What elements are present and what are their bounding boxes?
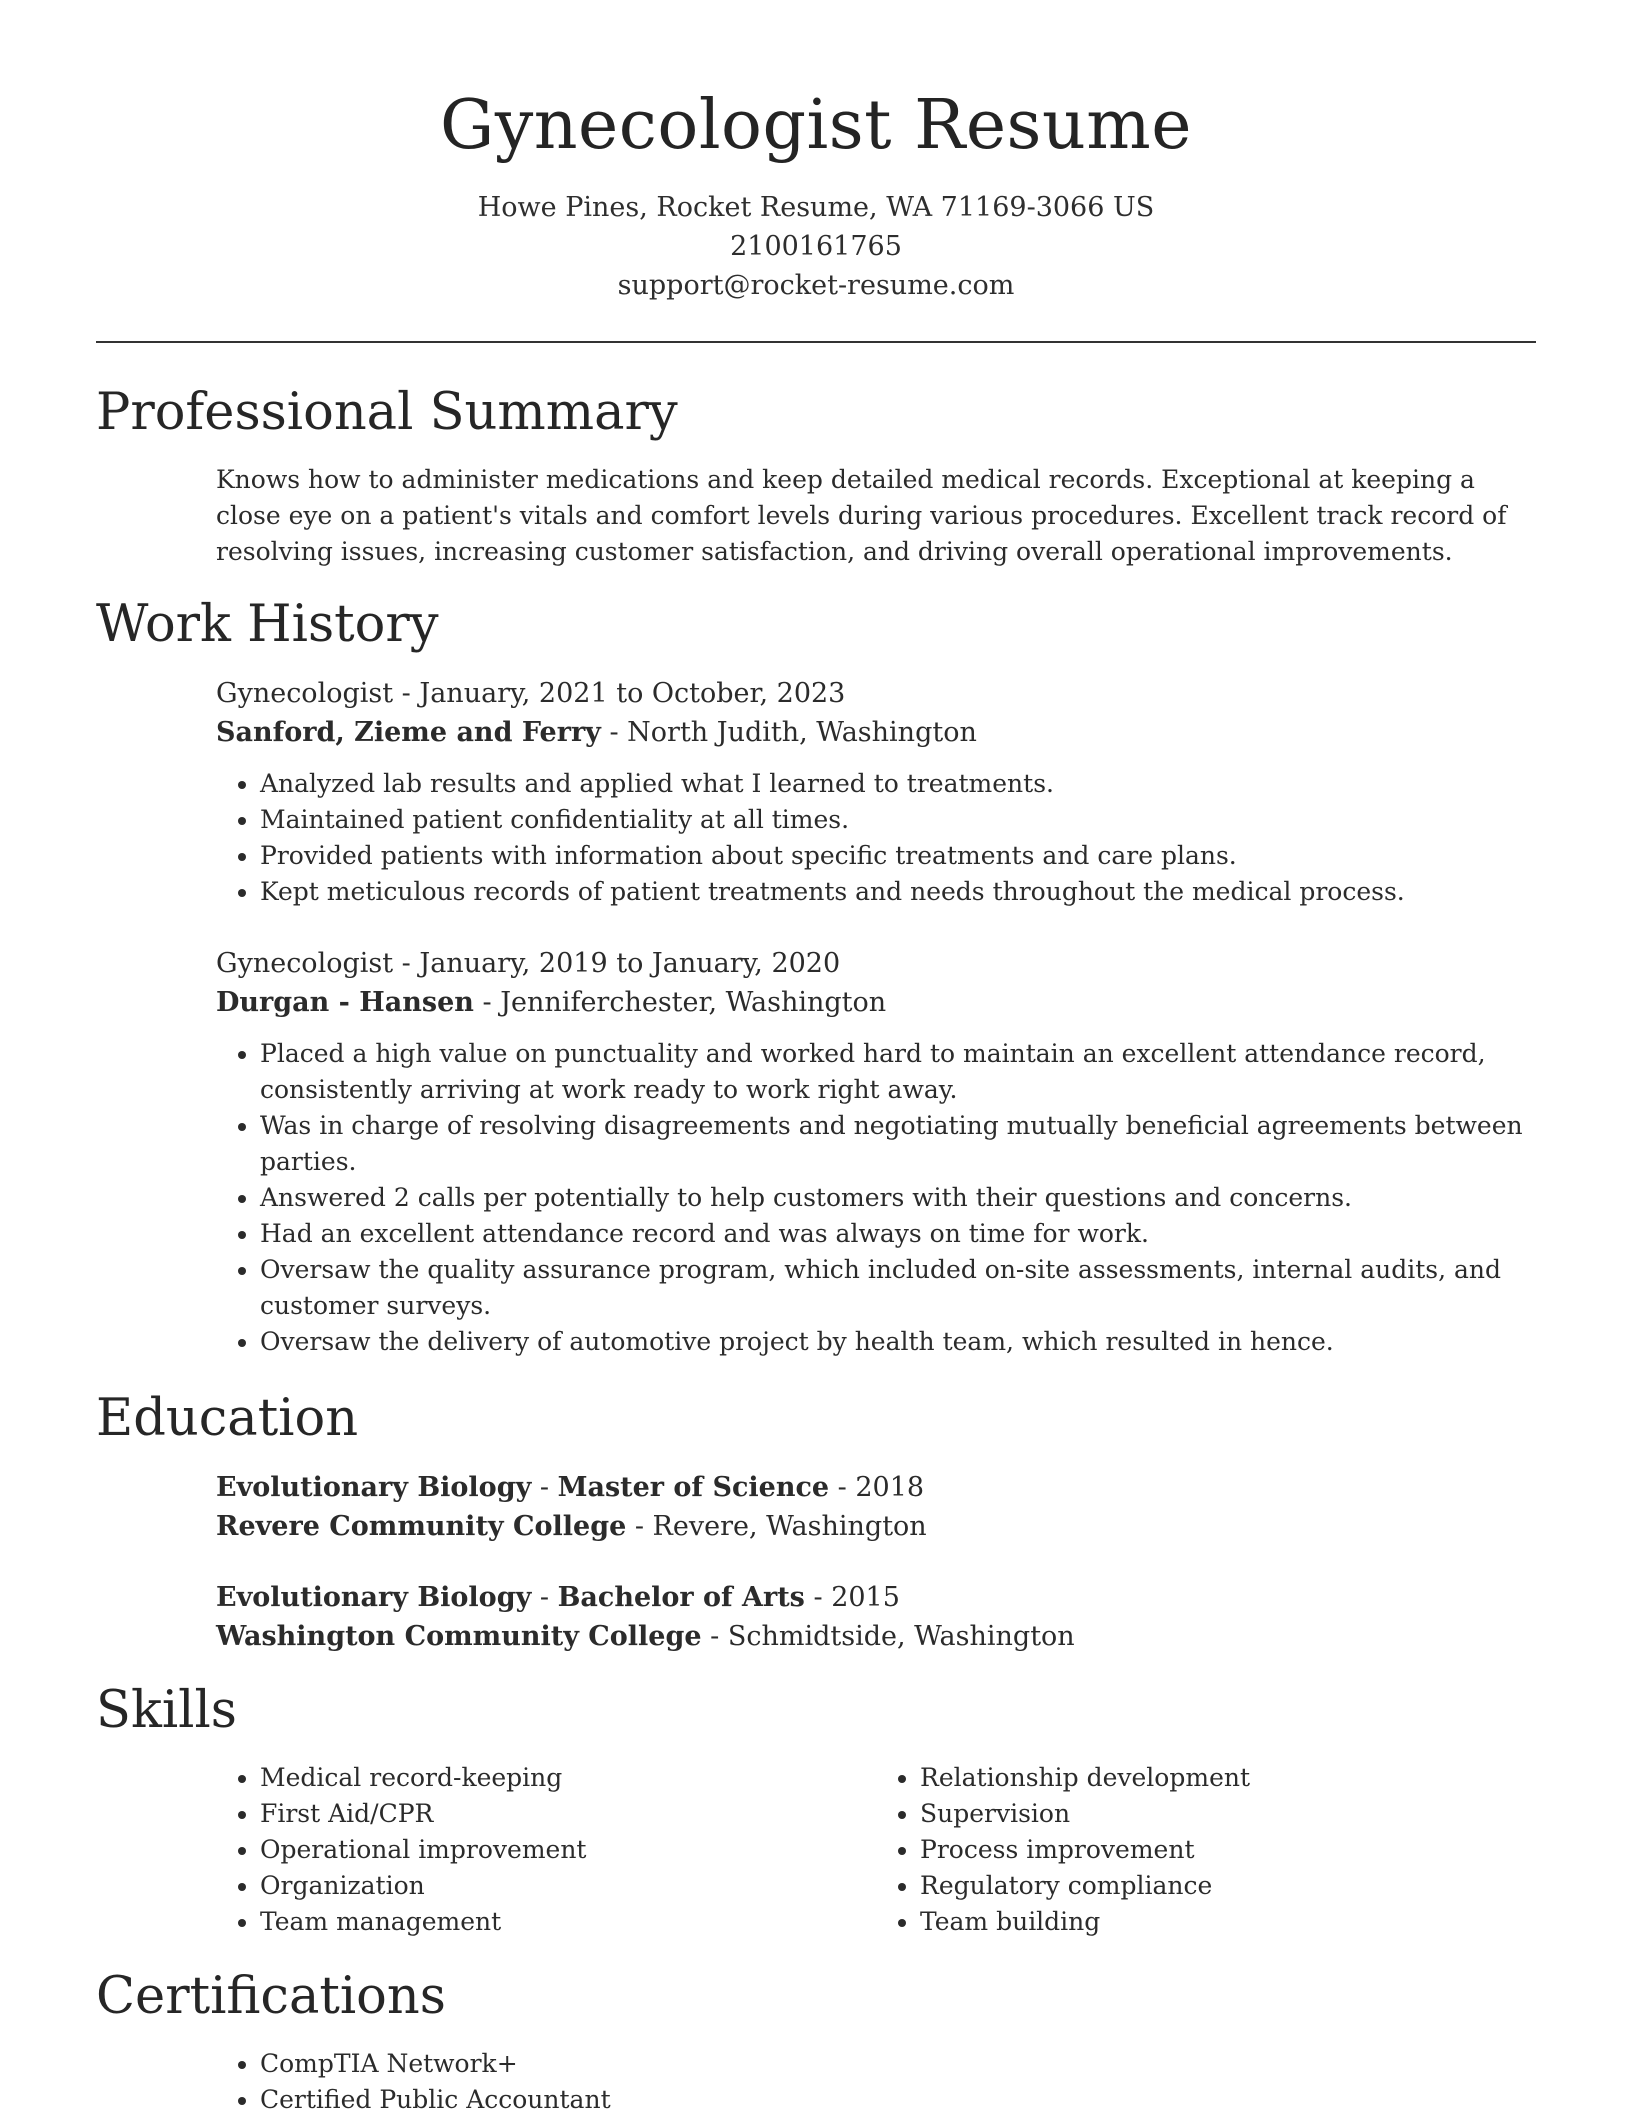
- section-title-certifications: Certifications: [96, 1967, 446, 2026]
- skill-item: • Regulatory compliance: [920, 1868, 1536, 1904]
- skills-list: [216, 1760, 1536, 1940]
- skill-item: • Team management: [260, 1904, 876, 1940]
- education-year: 2015: [831, 1582, 900, 1613]
- education-entry: [216, 1468, 1536, 1546]
- job-bullet: • Provided patients with information about specific treatments and care plans.: [260, 838, 1536, 874]
- job-bullet: • Answered 2 calls per potentially to help customers with their questions and concerns.: [260, 1180, 1536, 1216]
- job-bullet: • Oversaw the quality assurance program, which included on-site assessments, internal audits, and customer surveys.: [260, 1252, 1536, 1324]
- job-entry: [216, 674, 1536, 910]
- education-field: Evolutionary Biology: [216, 1472, 532, 1503]
- skill-item: • Organization: [260, 1868, 876, 1904]
- skill-item: • Team building: [920, 1904, 1536, 1940]
- section-title-summary: Professional Summary: [96, 383, 678, 442]
- education-school-line: Revere Community College - Revere, Washington: [216, 1511, 927, 1542]
- skill-item: • Supervision: [920, 1796, 1536, 1832]
- contact-phone: 2100161765: [730, 231, 902, 262]
- education-school: Washington Community College: [216, 1621, 702, 1652]
- job-bullets: [216, 766, 1536, 910]
- education-degree: Bachelor of Arts: [557, 1582, 805, 1613]
- education-location: Schmidtside, Washington: [727, 1621, 1075, 1652]
- education-degree: Master of Science: [557, 1472, 830, 1503]
- skill-item: • First Aid/CPR: [260, 1796, 876, 1832]
- certifications-bullets: [216, 2046, 1536, 2118]
- skills-column-right: [876, 1760, 1536, 1940]
- certification-item: • Certified Public Accountant: [260, 2082, 1536, 2118]
- education-school-line: Washington Community College - Schmidtside, Washington: [216, 1621, 1075, 1652]
- job-role: Gynecologist: [216, 948, 394, 979]
- section-title-work-history: Work History: [96, 595, 439, 654]
- job-title-line: Gynecologist - January, 2021 to October, 2023: [216, 678, 846, 709]
- certification-item: • CompTIA Network+: [260, 2046, 1536, 2082]
- education-entry: [216, 1578, 1536, 1656]
- job-title-line: Gynecologist - January, 2019 to January, 2020: [216, 948, 841, 979]
- education-field: Evolutionary Biology: [216, 1582, 532, 1613]
- job-dates: January, 2021 to October, 2023: [419, 678, 846, 709]
- section-title-education: Education: [96, 1389, 359, 1448]
- skill-item: • Relationship development: [920, 1760, 1536, 1796]
- job-bullets: [216, 1036, 1536, 1360]
- job-company: Sanford, Zieme and Ferry: [216, 717, 601, 748]
- education-year: 2018: [855, 1472, 925, 1503]
- job-entry: [216, 944, 1536, 1360]
- job-company-line: Durgan - Hansen - Jenniferchester, Washington: [216, 987, 887, 1018]
- education-degree-line: Evolutionary Biology - Bachelor of Arts - 2015: [216, 1582, 900, 1613]
- certifications-list: [216, 2046, 1536, 2118]
- job-bullet: • Kept meticulous records of patient treatments and needs throughout the medical process.: [260, 874, 1536, 910]
- section-title-skills: Skills: [96, 1681, 237, 1740]
- contact-address: Howe Pines, Rocket Resume, WA 71169-3066 US: [477, 192, 1155, 223]
- summary-text: Knows how to administer medications and keep detailed medical records. Exceptional at keeping a close eye on a patient's vitals and comfort levels during various procedures. Excellent track record of resolving issues, increasing customer satisfaction, and driving overall operational improvements.: [216, 465, 1507, 566]
- skill-item: • Process improvement: [920, 1832, 1536, 1868]
- job-role: Gynecologist: [216, 678, 394, 709]
- job-company: Durgan - Hansen: [216, 987, 474, 1018]
- contact-info: [0, 188, 1632, 305]
- job-company-line: Sanford, Zieme and Ferry - North Judith, Washington: [216, 717, 977, 748]
- contact-email: support@rocket-resume.com: [617, 270, 1015, 301]
- resume-header: [0, 82, 1632, 305]
- job-location: North Judith, Washington: [627, 717, 977, 748]
- education-location: Revere, Washington: [652, 1511, 927, 1542]
- header-divider: [96, 341, 1536, 343]
- job-bullet: • Oversaw the delivery of automotive project by health team, which resulted in hence.: [260, 1324, 1536, 1360]
- skill-item: • Operational improvement: [260, 1832, 876, 1868]
- job-bullet: • Analyzed lab results and applied what I learned to treatments.: [260, 766, 1536, 802]
- job-bullet: • Had an excellent attendance record and was always on time for work.: [260, 1216, 1536, 1252]
- resume-title: Gynecologist Resume: [440, 86, 1192, 165]
- education-degree-line: Evolutionary Biology - Master of Science - 2018: [216, 1472, 925, 1503]
- job-bullet: • Was in charge of resolving disagreements and negotiating mutually beneficial agreements between parties.: [260, 1108, 1536, 1180]
- job-dates: January, 2019 to January, 2020: [419, 948, 841, 979]
- job-bullet: • Placed a high value on punctuality and worked hard to maintain an excellent attendance record, consistently arriving at work ready to work right away.: [260, 1036, 1536, 1108]
- job-bullet: • Maintained patient confidentiality at all times.: [260, 802, 1536, 838]
- job-location: Jenniferchester, Washington: [500, 987, 887, 1018]
- education-school: Revere Community College: [216, 1511, 627, 1542]
- skill-item: • Medical record-keeping: [260, 1760, 876, 1796]
- skills-column-left: [216, 1760, 876, 1940]
